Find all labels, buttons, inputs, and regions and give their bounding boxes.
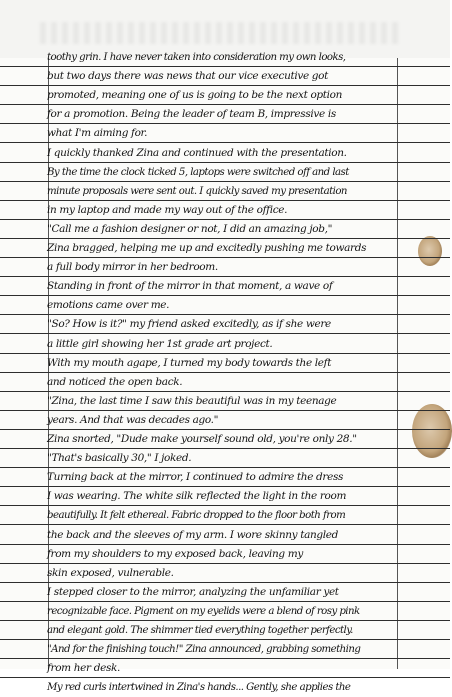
handwritten-line: but two days there was news that our vice executive got — [47, 70, 329, 83]
handwritten-line: and noticed the open back. — [47, 375, 183, 388]
handwritten-line: from her desk. — [47, 662, 120, 675]
handwritten-line: promoted, meaning one of us is going to be the next option — [47, 89, 343, 102]
handwritten-line: minute proposals were sent out. I quickly saved my presentation — [47, 185, 347, 197]
handwritten-line: a full body mirror in her bedroom. — [47, 261, 218, 274]
handwritten-line: a little girl showing her 1st grade art project. — [47, 337, 273, 350]
handwritten-line: in my laptop and made my way out of the office. — [47, 203, 288, 216]
coffee-stain-upper — [418, 236, 442, 266]
ink-bleed-through — [40, 22, 400, 44]
handwritten-line: I quickly thanked Zina and continued with the presentation. — [47, 146, 347, 159]
handwritten-line: for a promotion. Being the leader of team B, impressive is — [47, 108, 336, 121]
handwritten-line: With my mouth agape, I turned my body towards the left — [47, 356, 332, 369]
handwritten-line: years. And that was decades ago." — [47, 413, 219, 426]
handwritten-line: I was wearing. The white silk reflected the light in the room — [47, 490, 347, 503]
handwritten-line: "So? How is it?" my friend asked excitedly, as if she were — [47, 318, 331, 331]
handwritten-line: I stepped closer to the mirror, analyzing the unfamiliar yet — [47, 585, 339, 598]
handwritten-line: the back and the sleeves of my arm. I wore skinny tangled — [47, 528, 339, 541]
handwritten-line: "And for the finishing touch!" Zina announced, grabbing something — [47, 644, 361, 656]
coffee-stain-lower — [412, 404, 452, 458]
handwritten-line: what I'm aiming for. — [47, 127, 148, 140]
handwritten-line: recognizable face. Pigment on my eyelids were a blend of rosy pink — [47, 605, 360, 617]
handwritten-line: Turning back at the mirror, I continued to admire the dress — [47, 471, 344, 484]
handwritten-line: and elegant gold. The shimmer tied everything together perfectly. — [47, 625, 353, 636]
handwritten-line: toothy grin. I have never taken into consideration my own looks, — [47, 52, 346, 63]
handwritten-line: Zina bragged, helping me up and excitedly pushing me towards — [47, 242, 367, 254]
handwritten-line: "Zina, the last time I saw this beautiful was in my teenage — [47, 394, 337, 407]
handwritten-line: emotions came over me. — [47, 299, 170, 312]
handwritten-line: By the time the clock ticked 5, laptops were switched off and last — [47, 166, 349, 178]
handwritten-line: "That's basically 30," I joked. — [47, 452, 192, 465]
handwritten-line: skin exposed, vulnerable. — [47, 566, 174, 579]
handwritten-line: from my shoulders to my exposed back, leaving my — [47, 547, 303, 560]
handwritten-line: "Call me a fashion designer or not, I did an amazing job," — [47, 222, 333, 235]
handwritten-line: beautifully. It felt ethereal. Fabric dropped to the floor both from — [47, 510, 346, 522]
handwritten-line: Standing in front of the mirror in that moment, a wave of — [47, 280, 333, 293]
right-margin-line — [397, 58, 398, 669]
handwritten-line: My red curls intertwined in Zina's hands... Gently, she applies the — [47, 682, 351, 694]
handwritten-line: Zina snorted, "Dude make yourself sound old, you're only 28." — [47, 433, 357, 445]
